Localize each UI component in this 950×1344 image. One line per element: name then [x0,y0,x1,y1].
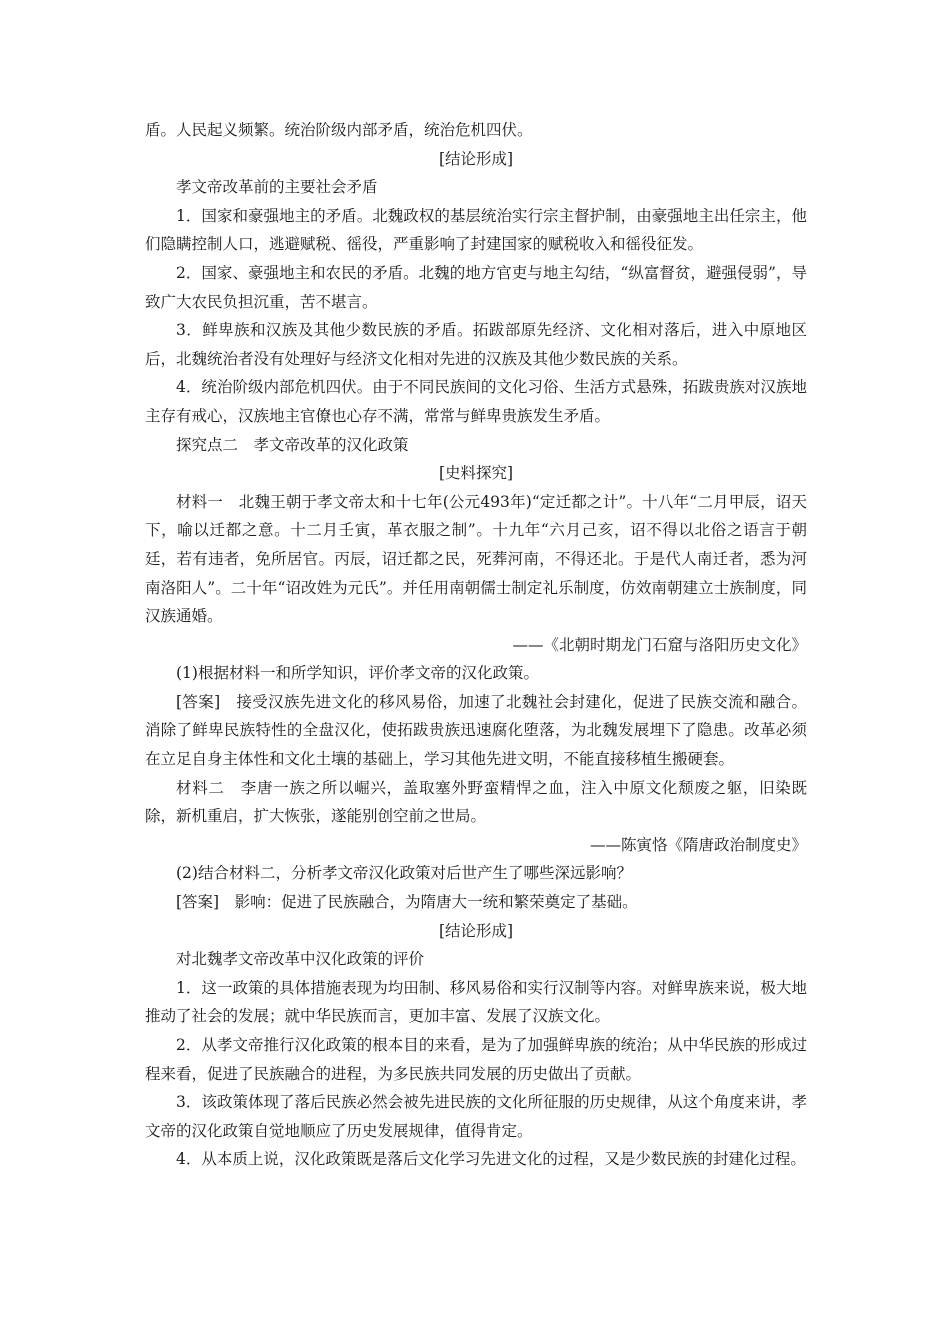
material-two-source: ——陈寅恪《隋唐政治制度史》 [589,835,807,854]
evaluation-item: 4．从本质上说，汉化政策既是落后文化学习先进文化的过程，又是少数民族的封建化过程。 [176,1150,806,1169]
explore-point-heading: 探究点二 孝文帝改革的汉化政策 [176,435,409,454]
conclusion-heading: [结论形成] [438,921,514,940]
conflicts-title: 孝文帝改革前的主要社会矛盾 [176,178,378,197]
material-two: 材料二 李唐一族之所以崛兴，盖取塞外野蛮精悍之血，注入中原文化颓废之躯，旧染既除，新机重启，扩大恢张，遂能别创空前之世局。 [145,778,807,826]
document-page [145,116,807,1174]
opening-line: 盾。人民起义频繁。统治阶级内部矛盾，统治危机四伏。 [145,121,533,139]
source-heading: [史料探究] [438,464,514,483]
conflict-item: 4．统治阶级内部危机四伏。由于不同民族间的文化习俗、生活方式悬殊，拓跋贵族对汉族地主存有戒心，汉族地主官僚也心存不满，常常与鲜卑贵族发生矛盾。 [145,378,807,425]
question-two: (2)结合材料二，分析孝文帝汉化政策对后世产生了哪些深远影响？ [176,864,632,883]
evaluation-item: 2．从孝文帝推行汉化政策的根本目的来看，是为了加强鲜卑族的统治；从中华民族的形成过程来看，促进了民族融合的进程，为多民族共同发展的历史做出了贡献。 [145,1036,807,1083]
evaluation-item: 1．这一政策的具体措施表现为均田制、移风易俗和实行汉制等内容。对鲜卑族来说，极大地推动了社会的发展；就中华民族而言，更加丰富、发展了汉族文化。 [145,978,807,1026]
conflict-item: 3．鲜卑族和汉族及其他少数民族的矛盾。拓跋部原先经济、文化相对落后，进入中原地区后，北魏统治者没有处理好与经济文化相对先进的汉族及其他少数民族的关系。 [145,321,807,368]
answer-one: [答案] 接受汉族先进文化的移风易俗，加速了北魏社会封建化，促进了民族交流和融合。消除了鲜卑民族特性的全盘汉化，使拓跋贵族迅速腐化堕落，为北魏发展埋下了隐患。改革必须在立足自身主体性和文化土壤的基础上，学习其他先进文明，不能直接移植生搬硬套。 [145,692,807,769]
answer-two: [答案] 影响：促进了民族融合，为隋唐大一统和繁荣奠定了基础。 [176,893,638,912]
material-one: 材料一 北魏王朝于孝文帝太和十七年(公元493年)“定迁都之计”。十八年“二月甲辰，诏天下，喻以迁都之意。十二月壬寅，革衣服之制”。十九年“六月己亥，诏不得以北俗之语言于朝廷，若有违者，免所居官。丙辰，诏迁都之民，死葬河南，不得还北。于是代人南迁者，悉为河南洛阳人”。二十年“诏改姓为元氏”。并任用南朝儒士制定礼乐制度，仿效南朝建立士族制度，同汉族通婚。 [145,492,807,626]
evaluation-title: 对北魏孝文帝改革中汉化政策的评价 [176,950,425,969]
conflict-item: 1．国家和豪强地主的矛盾。北魏政权的基层统治实行宗主督护制，由豪强地主出任宗主，他们隐瞒控制人口，逃避赋税、徭役，严重影响了封建国家的赋税收入和徭役征发。 [145,206,807,254]
question-one: (1)根据材料一和所学知识，评价孝文帝的汉化政策。 [176,664,539,683]
conflict-item: 2．国家、豪强地主和农民的矛盾。北魏的地方官吏与地主勾结，“纵富督贫，避强侵弱”，导致广大农民负担沉重，苦不堪言。 [145,263,807,311]
conclusion-heading: [结论形成] [438,149,514,168]
material-one-source: ——《北朝时期龙门石窟与洛阳历史文化》 [512,635,807,654]
evaluation-item: 3．该政策体现了落后民族必然会被先进民族的文化所征服的历史规律，从这个角度来讲，孝文帝的汉化政策自觉地顺应了历史发展规律，值得肯定。 [145,1093,807,1140]
